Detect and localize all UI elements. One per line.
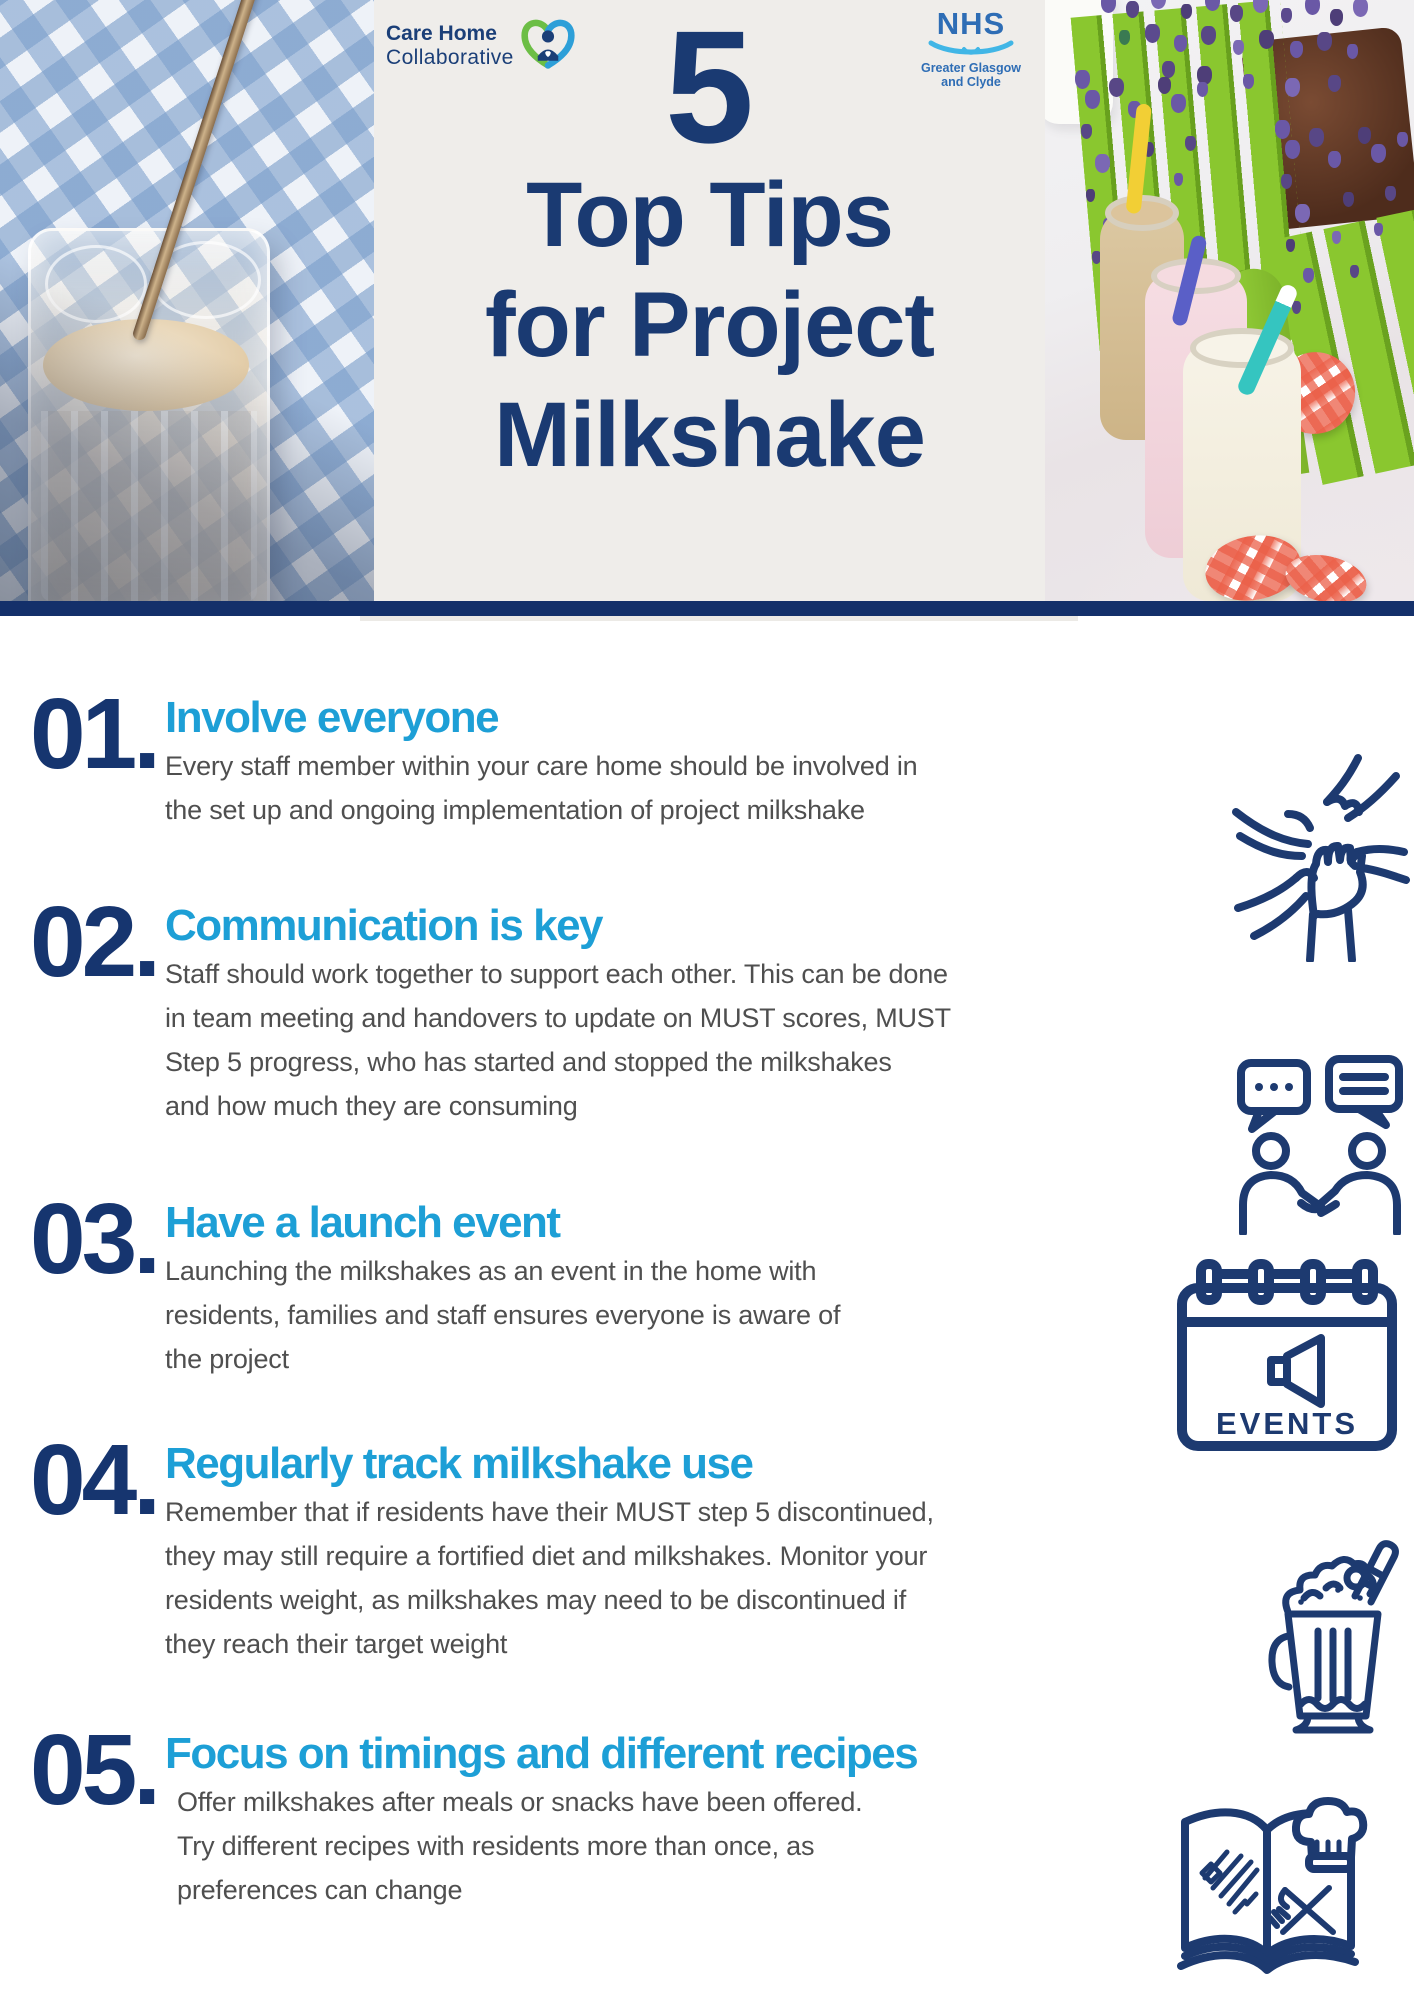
tip-body-line: the set up and ongoing implementation of project milkshake (165, 795, 865, 825)
tip-body-line: residents weight, as milkshakes may need to be discontinued if (165, 1585, 907, 1615)
tip-number: 01. (30, 678, 158, 790)
tip-heading: Communication is key (165, 901, 603, 950)
tip-number: 02. (30, 886, 158, 998)
nhs-region-line1: Greater Glasgow (920, 61, 1022, 75)
tip-body-line: Step 5 progress, who has started and stopped the milkshakes (165, 1047, 892, 1077)
tip-body-line: Launching the milkshakes as an event in the home with (165, 1256, 817, 1286)
tip-body-line: in team meeting and handovers to update on MUST scores, MUST (165, 1003, 951, 1033)
nhs-region-line2: and Clyde (941, 75, 1001, 89)
events-icon-label: EVENTS (1215, 1406, 1359, 1441)
purple-flowers (1275, 120, 1414, 340)
milkshake-glass-photo (0, 0, 374, 601)
milk-bottles-photo (1045, 0, 1414, 601)
milkshake-icon (1268, 1536, 1400, 1738)
tip-body-line: residents, families and staff ensures everyone is aware of (165, 1300, 841, 1330)
tip-number: 04. (30, 1424, 158, 1536)
tip-heading: Have a launch event (165, 1198, 560, 1247)
poster-title (374, 160, 1045, 490)
tip-heading: Regularly track milkshake use (165, 1439, 753, 1488)
tip-body-line: and how much they are consuming (165, 1091, 578, 1121)
tip-item-1 (0, 678, 1414, 832)
header (0, 0, 1414, 601)
care-home-collaborative-logo (386, 16, 576, 75)
tip-body-line: Every staff member within your care home should be involved in (165, 751, 918, 781)
big-number: 5 (665, 0, 754, 176)
divider-bar (0, 601, 1414, 616)
tip-heading: Involve everyone (165, 693, 499, 742)
tip-body-line: Offer milkshakes after meals or snacks have been offered. (177, 1787, 863, 1817)
tip-body-line: Remember that if residents have their MUST step 5 discontinued, (165, 1497, 934, 1527)
chc-logo-line2: Collaborative (386, 45, 514, 69)
title-line-2: for Project (484, 274, 935, 376)
tip-item-4 (0, 1424, 1414, 1666)
tip-body-line: they reach their target weight (165, 1629, 508, 1659)
tip-body-line: they may still require a fortified diet and milkshakes. Monitor your (165, 1541, 928, 1571)
teamwork-hands-icon (1230, 752, 1410, 962)
tip-number: 03. (30, 1183, 158, 1295)
chc-logo-line1: Care Home (386, 21, 497, 45)
discussion-icon (1235, 1055, 1405, 1235)
title-line-1: Top Tips (526, 164, 893, 266)
photo-shadow (0, 0, 374, 601)
tip-item-2 (0, 886, 1414, 1128)
tip-body-line: Try different recipes with residents more than once, as (177, 1831, 815, 1861)
title-line-3: Milkshake (494, 384, 925, 486)
tip-body-line: Staff should work together to support each other. This can be done (165, 959, 948, 989)
recipe-book-icon (1165, 1780, 1371, 1980)
tip-heading: Focus on timings and different recipes (165, 1729, 918, 1778)
tip-number: 05. (30, 1714, 158, 1826)
heart-logo-icon (520, 16, 576, 75)
tip-body-line: preferences can change (177, 1875, 463, 1905)
nhs-swoosh-icon (928, 40, 1014, 56)
events-calendar-icon (1175, 1258, 1399, 1454)
tip-body-line: the project (165, 1344, 289, 1374)
title-panel (374, 0, 1045, 601)
panel-edge-shadow (360, 616, 1078, 621)
nhs-logo (919, 8, 1023, 89)
nhs-logo-title: NHS (936, 6, 1006, 41)
